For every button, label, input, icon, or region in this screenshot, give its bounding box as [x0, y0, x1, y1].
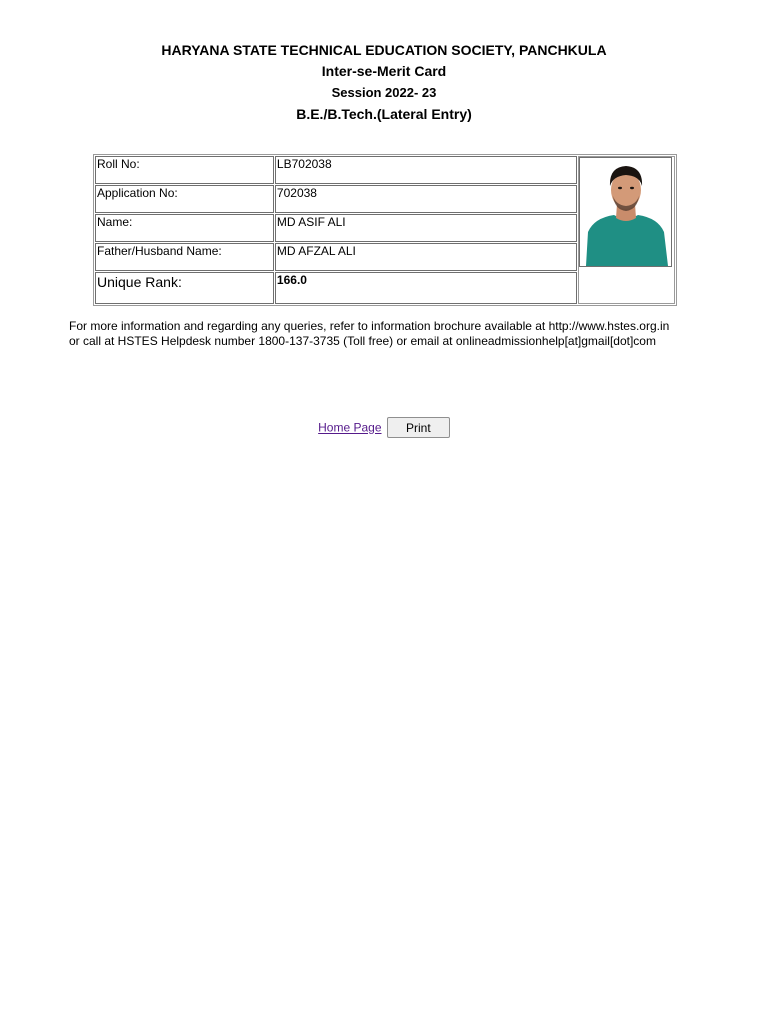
org-title: HARYANA STATE TECHNICAL EDUCATION SOCIETY, PANCHKULA: [161, 42, 607, 58]
application-no-label: Application No:: [95, 185, 274, 213]
unique-rank-value: 166.0: [275, 272, 577, 304]
father-name-value: MD AFZAL ALI: [275, 243, 577, 271]
candidate-photo-image: [580, 158, 671, 266]
card-title: Inter-se-Merit Card: [321, 63, 447, 79]
name-value: MD ASIF ALI: [275, 214, 577, 242]
info-note: [69, 319, 709, 349]
candidate-photo: [579, 157, 672, 267]
print-button[interactable]: Print: [387, 417, 450, 438]
father-name-label: Father/Husband Name:: [95, 243, 274, 271]
course-title: B.E./B.Tech.(Lateral Entry): [296, 106, 472, 122]
info-note-line-1: For more information and regarding any queries, refer to information brochure available at http://www.hstes.org.in: [69, 319, 670, 333]
home-page-link[interactable]: Home Page: [318, 420, 382, 435]
action-bar: [0, 417, 768, 438]
application-no-value: 702038: [275, 185, 577, 213]
name-label: Name:: [95, 214, 274, 242]
merit-details-table: [93, 154, 677, 306]
table-row: [95, 156, 675, 184]
info-note-line-2: or call at HSTES Helpdesk number 1800-137-3735 (Toll free) or email at onlineadmissionhelp[at]gmail[dot]com: [69, 334, 656, 348]
page-header: [0, 0, 768, 125]
photo-cell: [578, 156, 675, 304]
roll-no-value: LB702038: [275, 156, 577, 184]
roll-no-label: Roll No:: [95, 156, 274, 184]
unique-rank-label: Unique Rank:: [95, 272, 274, 304]
session-title: Session 2022- 23: [331, 85, 437, 100]
